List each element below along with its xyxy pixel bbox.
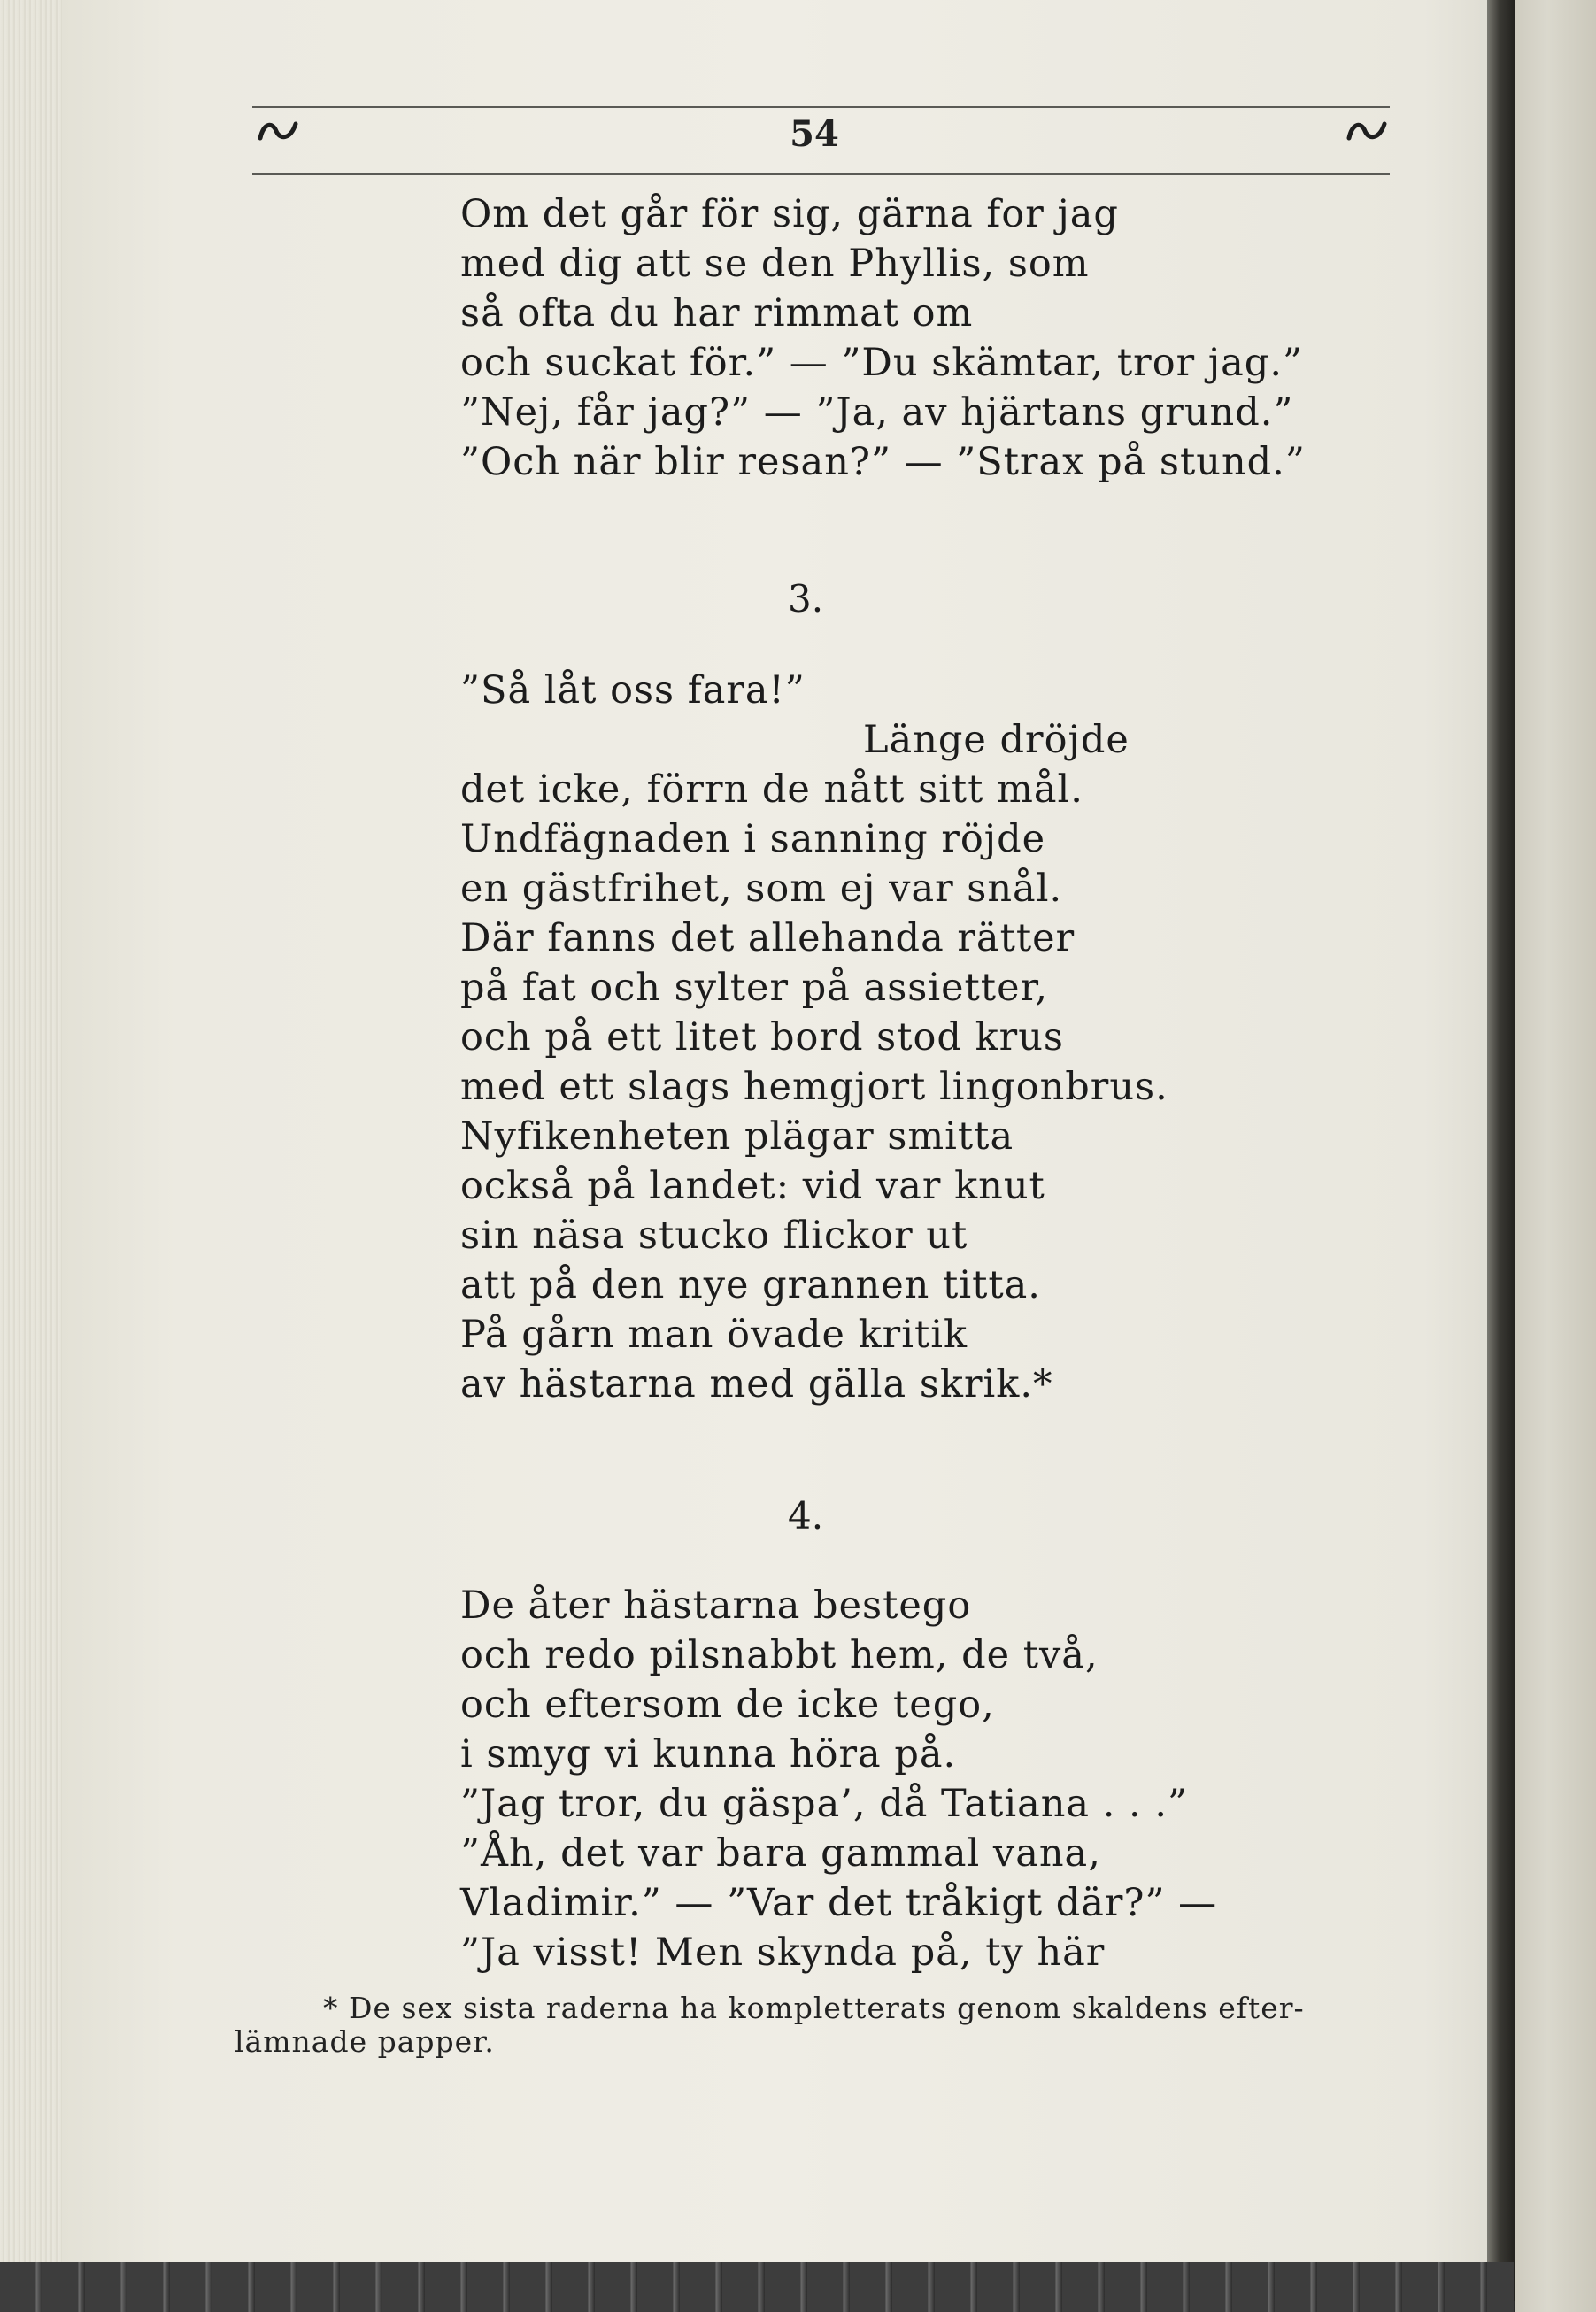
poem-line: Undfägnaden i sanning röjde (460, 817, 1046, 861)
poem-line: att på den nye grannen titta. (460, 1263, 1041, 1307)
footnote-line: * De sex sista raderna ha kompletterats genom skaldens efter- (323, 1991, 1305, 2025)
poem-line: Där fanns det allehanda rätter (460, 916, 1076, 960)
book-binding (1487, 0, 1518, 2301)
poem-line: ”Så låt oss fara!” (460, 668, 806, 713)
poem-line: På gårn man övade kritik (460, 1313, 968, 1357)
poem-stanza (460, 189, 1306, 487)
poem-stanza (460, 1581, 1217, 1977)
poem-line: och eftersom de icke tego, (460, 1683, 995, 1727)
adjacent-page-edge (1515, 0, 1596, 2312)
poem-line: och redo pilsnabbt hem, de två, (460, 1633, 1099, 1677)
poem-line: sin näsa stucko flickor ut (460, 1214, 968, 1258)
poem-line: en gästfrihet, som ej var snål. (460, 867, 1063, 911)
footnote-line: lämnade papper. (235, 2024, 495, 2059)
poem-line: så ofta du har rimmat om (460, 291, 974, 335)
scroll-flourish-icon (257, 117, 299, 143)
page-number: 54 (790, 113, 839, 155)
poem-line: och på ett litet bord stod krus (460, 1015, 1064, 1060)
poem-line: ”Och när blir resan?” — ”Strax på stund.” (460, 440, 1306, 484)
section-number: 4. (788, 1494, 824, 1537)
header-rule-top (252, 106, 1390, 108)
poem-line: också på landet: vid var knut (460, 1164, 1045, 1208)
poem-line: ”Ja visst! Men skynda på, ty här (460, 1931, 1106, 1975)
poem-line: Vladimir.” — ”Var det tråkigt där?” — (460, 1881, 1218, 1925)
poem-line: med dig att se den Phyllis, som (460, 242, 1090, 286)
scanner-background (0, 2262, 1514, 2312)
poem-line: i smyg vi kunna höra på. (460, 1732, 957, 1776)
poem-line: De åter hästarna bestego (460, 1584, 972, 1628)
poem-line: av hästarna med gälla skrik.* (460, 1362, 1053, 1406)
scroll-flourish-icon (1345, 117, 1388, 143)
footnote (235, 1992, 1385, 2059)
poem-line: ”Nej, får jag?” — ”Ja, av hjärtans grund.” (460, 390, 1294, 435)
poem-line: ”Jag tror, du gäspa’, då Tatiana . . .” (460, 1782, 1189, 1826)
poem-line: med ett slags hemgjort lingonbrus. (460, 1065, 1168, 1109)
section-number: 3. (788, 577, 824, 620)
poem-line: ”Åh, det var bara gammal vana, (460, 1831, 1101, 1876)
book-page-edges (0, 0, 66, 2266)
poem-line: Om det går för sig, gärna for jag (460, 192, 1119, 236)
poem-line: och suckat för.” — ”Du skämtar, tror jag.” (460, 341, 1303, 385)
poem-line: Länge dröjde (863, 718, 1130, 762)
poem-line: på fat och sylter på assietter, (460, 966, 1049, 1010)
poem-stanza (460, 666, 1168, 1409)
poem-line: Nyfikenheten plägar smitta (460, 1114, 1014, 1159)
header-rule-bottom (252, 173, 1390, 175)
poem-line: det icke, förrn de nått sitt mål. (460, 767, 1083, 812)
